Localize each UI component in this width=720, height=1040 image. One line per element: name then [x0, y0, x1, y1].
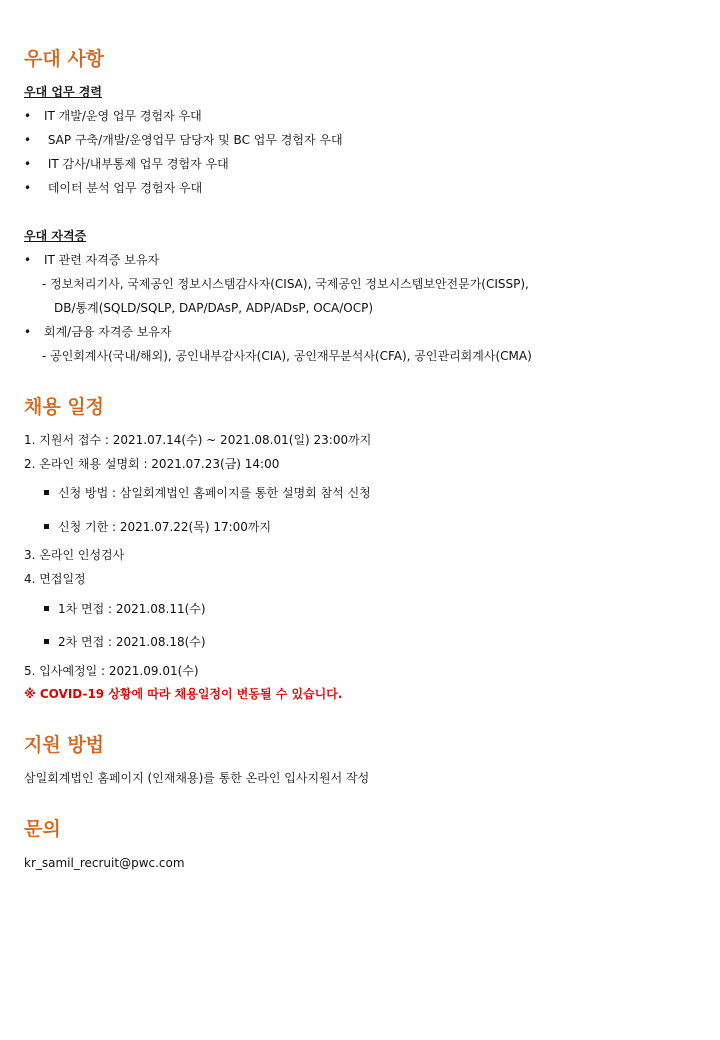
schedule-step-personality-test: 3. 온라인 인성검사	[24, 548, 125, 562]
schedule-sub-item: 2차 면접 : 2021.08.18(수)	[44, 634, 206, 650]
subheading-preferred-experience: 우대 업무 경력	[24, 85, 102, 99]
schedule-step-application: 1. 지원서 접수 : 2021.07.14(수) ~ 2021.08.01(일) 23:00까지	[24, 433, 372, 447]
schedule-sub-item: 1차 면접 : 2021.08.11(수)	[44, 601, 206, 617]
section-title-schedule: 채용 일정	[24, 396, 105, 418]
schedule-step-start-date: 5. 입사예정일 : 2021.09.01(수)	[24, 664, 199, 678]
covid-notice: ※ COVID-19 상황에 따라 채용일정이 변동될 수 있습니다.	[24, 687, 343, 701]
square-bullet-icon	[44, 490, 49, 495]
bullet-icon: •	[24, 133, 32, 147]
section-title-contact: 문의	[24, 818, 61, 840]
cert-detail-it-2: DB/통계(SQLD/SQLP, DAP/DAsP, ADP/ADsP, OCA/OCP)	[54, 301, 374, 315]
square-bullet-icon	[44, 606, 49, 611]
list-item: • IT 관련 자격증 보유자	[24, 253, 160, 267]
list-item: • IT 개발/운영 업무 경험자 우대	[24, 109, 202, 123]
schedule-sub-item: 신청 방법 : 삼일회계법인 홈페이지를 통한 설명회 참석 신청	[44, 485, 371, 501]
list-item: • 데이터 분석 업무 경험자 우대	[24, 181, 203, 195]
square-bullet-icon	[44, 524, 49, 529]
bullet-icon: •	[24, 157, 32, 171]
list-item: • 회계/금융 자격증 보유자	[24, 325, 172, 339]
bullet-icon: •	[24, 253, 32, 267]
section-title-preferred: 우대 사항	[24, 48, 105, 70]
schedule-step-interviews: 4. 면접일정	[24, 572, 86, 586]
square-bullet-icon	[44, 639, 49, 644]
bullet-icon: •	[24, 109, 32, 123]
cert-detail-finance: - 공인회계사(국내/해외), 공인내부감사자(CIA), 공인재무분석사(CFA), 공인관리회계사(CMA)	[42, 349, 532, 363]
bullet-icon: •	[24, 181, 32, 195]
list-item: • IT 감사/내부통제 업무 경험자 우대	[24, 157, 229, 171]
schedule-sub-item: 신청 기한 : 2021.07.22(목) 17:00까지	[44, 519, 271, 535]
section-title-apply: 지원 방법	[24, 734, 105, 756]
subheading-preferred-certifications: 우대 자격증	[24, 229, 87, 243]
schedule-step-info-session: 2. 온라인 채용 설명회 : 2021.07.23(금) 14:00	[24, 457, 280, 471]
bullet-icon: •	[24, 325, 32, 339]
list-item: • SAP 구축/개발/운영업무 담당자 및 BC 업무 경험자 우대	[24, 133, 343, 147]
apply-method-text: 삼일회계법인 홈페이지 (인재채용)를 통한 온라인 입사지원서 작성	[24, 771, 370, 785]
contact-email[interactable]: kr_samil_recruit@pwc.com	[24, 856, 185, 870]
cert-detail-it-1: - 정보처리기사, 국제공인 정보시스템감사자(CISA), 국제공인 정보시스템보안전문가(CISSP),	[42, 277, 529, 291]
